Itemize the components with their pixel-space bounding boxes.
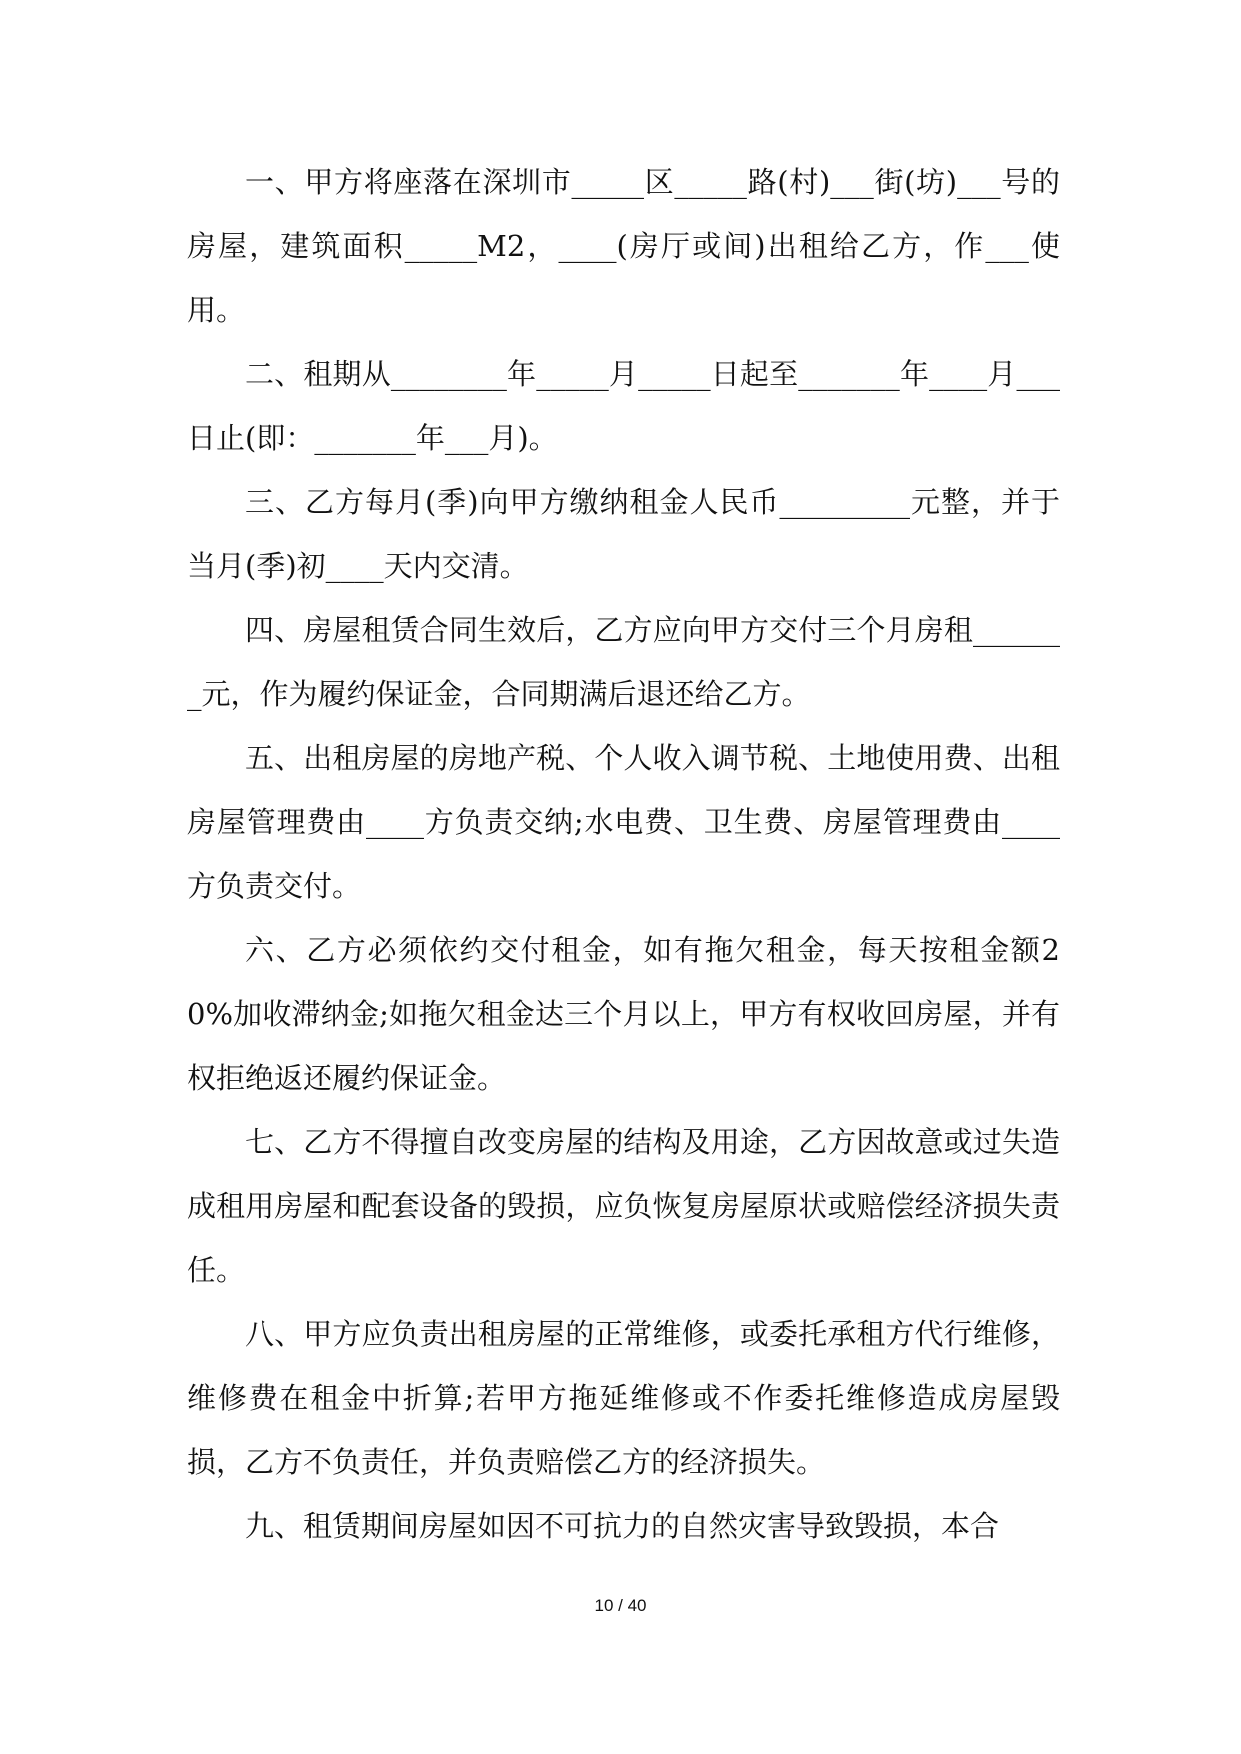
clause-9-paragraph: 九、租赁期间房屋如因不可抗力的自然灾害导致毁损，本合 <box>245 1509 1000 1543</box>
clause-5-paragraph: 五、出租房屋的房地产税、个人收入调节税、土地使用费、出租房屋管理费由____方负责交纳;水电费、卫生费、房屋管理费由____方负责交付。 <box>187 741 1060 903</box>
clause-2-paragraph: 二、租期从________年_____月_____日起至_______年____月___日止(即：_______年___月)。 <box>187 357 1060 455</box>
clause-8-paragraph: 八、甲方应负责出租房屋的正常维修，或委托承租方代行维修，维修费在租金中折算;若甲方拖延维修或不作委托维修造成房屋毁损，乙方不负责任，并负责赔偿乙方的经济损失。 <box>187 1317 1060 1479</box>
clause-1-paragraph: 一、甲方将座落在深圳市_____区_____路(村)___街(坊)___号的房屋，建筑面积_____M2，____(房厅或间)出租给乙方，作___使用。 <box>187 165 1060 327</box>
clause-7-paragraph: 七、乙方不得擅自改变房屋的结构及用途，乙方因故意或过失造成租用房屋和配套设备的毁损，应负恢复房屋原状或赔偿经济损失责任。 <box>187 1125 1060 1287</box>
clause-6-paragraph: 六、乙方必须依约交付租金，如有拖欠租金，每天按租金额20%加收滞纳金;如拖欠租金达三个月以上，甲方有权收回房屋，并有权拒绝返还履约保证金。 <box>187 933 1060 1095</box>
clause-4-paragraph: 四、房屋租赁合同生效后，乙方应向甲方交付三个月房租_______元，作为履约保证金，合同期满后退还给乙方。 <box>187 613 1060 711</box>
page-number: 10 / 40 <box>594 1596 647 1615</box>
document-body <box>187 150 1060 1558</box>
clause-3-paragraph: 三、乙方每月(季)向甲方缴纳租金人民币_________元整，并于当月(季)初____天内交清。 <box>187 485 1060 583</box>
